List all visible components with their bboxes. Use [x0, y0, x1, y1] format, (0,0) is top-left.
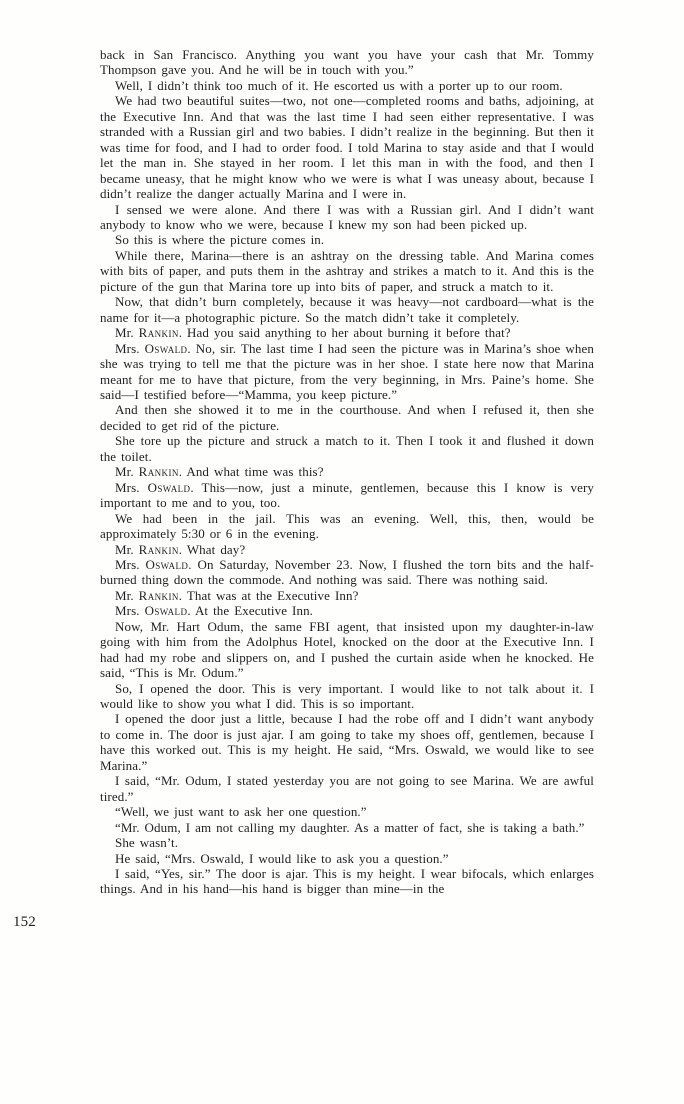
text-run: Mr.: [115, 587, 139, 603]
text-run: Now, that didn’t burn completely, because it was heavy—not cardboard—what is the name for it—a photographic picture. So the match didn’t take it completely.: [100, 294, 594, 325]
text-run: I said, “Yes, sir.” The door is ajar. This is my height. I wear bifocals, which enlarges things. And in his hand—his hand is bigger than mine—in the: [100, 866, 594, 897]
speaker-name: Oswald: [144, 340, 188, 356]
paragraph: [100, 294, 594, 325]
paragraph: [100, 681, 594, 712]
paragraph: [100, 511, 594, 542]
text-run: I sensed we were alone. And there I was with a Russian girl. And I didn’t want anybody to know who we were, because I knew my son had been picked up.: [100, 201, 594, 232]
paragraph: [100, 480, 594, 511]
text-run: Well, I didn’t think too much of it. He escorted us with a porter up to our room.: [115, 77, 563, 93]
paragraph: [100, 820, 594, 835]
paragraph: [100, 232, 594, 247]
text-run: While there, Marina—there is an ashtray on the dressing table. And Marina comes with bits of paper, and puts them in the ashtray and strikes a match to it. And this is the picture of the gun that Marina tore up into bits of paper, and struck a match to it.: [100, 247, 594, 294]
paragraph: [100, 325, 594, 340]
text-run: . At the Executive Inn.: [187, 603, 314, 619]
paragraph: [100, 804, 594, 819]
text-run: Now, Mr. Hart Odum, the same FBI agent, that insisted upon my daughter-in-law going with him from the Adolphus Hotel, knocked on the door at the Executive Inn. I had had my robe and slippers on, and I pushed the curtain aside when he knocked. He said, “This is Mr. Odum.”: [100, 618, 594, 681]
paragraph: [100, 341, 594, 403]
paragraph: [100, 542, 594, 557]
text-run: . And what time was this?: [178, 464, 324, 480]
speaker-name: Rankin: [138, 587, 179, 603]
paragraph: [100, 433, 594, 464]
page-number: 152: [13, 913, 36, 930]
speaker-name: Rankin: [138, 325, 179, 341]
text-run: . On Saturday, November 23. Now, I flushed the torn bits and the half-burned thing down the commode. And nothing was said. There was nothing said.: [100, 556, 594, 588]
paragraph: [100, 78, 594, 93]
paragraph: [100, 619, 594, 681]
paragraph: [100, 202, 594, 233]
text-run: . What day?: [178, 541, 246, 557]
text-run: We had been in the jail. This was an evening. Well, this, then, would be approximately 5:30 or 6 in the evening.: [100, 510, 594, 542]
text-run: I said, “Mr. Odum, I stated yesterday you are not going to see Marina. We are awful tired.”: [100, 773, 594, 804]
text-run: He said, “Mrs. Oswald, I would like to ask you a question.”: [115, 850, 449, 866]
text-run: . This—now, just a minute, gentlemen, because this I know is very important to me and to you, too.: [100, 479, 594, 511]
paragraph: [100, 248, 594, 294]
text-run: Mrs.: [115, 340, 145, 356]
speaker-name: Oswald: [147, 479, 191, 495]
speaker-name: Rankin: [138, 541, 179, 557]
text-run: So, I opened the door. This is very important. I would like to not talk about it. I would like to show you what I did. This is so important.: [100, 680, 594, 712]
text-run: . That was at the Executive Inn?: [178, 587, 359, 603]
text-run: Mr.: [115, 541, 139, 557]
paragraph: [100, 557, 594, 588]
paragraph: [100, 711, 594, 773]
text-run: I opened the door just a little, because I had the robe off and I didn’t want anybody to come in. The door is just ajar. I am going to take my shoes off, gentlemen, because I have this worked out. This is my height. He said, “Mrs. Oswald, we would like to see Marina.”: [100, 711, 594, 773]
paragraph: [100, 773, 594, 804]
text-run: She wasn’t.: [115, 835, 179, 851]
text-run: “Mr. Odum, I am not calling my daughter. As a matter of fact, she is taking a bath.”: [115, 819, 585, 835]
text-run: We had two beautiful suites—two, not one—completed rooms and baths, adjoining, at the Executive Inn. And that was the last time I had seen either representative. I was stranded with a Russian girl and two babies. I didn’t realize in the beginning. But then it was time for food, and I had to order food. I told Marina to stay aside and that I would let the man in. She stayed in her room. I let this man in with the food, and then I became uneasy, that he might know who we were is what I was uneasy about, because I didn’t realize the danger actually Marina and I were in.: [100, 93, 594, 202]
text-run: Mr.: [115, 325, 139, 341]
speaker-name: Rankin: [138, 464, 179, 480]
text-run: Mrs.: [115, 479, 148, 495]
paragraph: [100, 866, 594, 897]
paragraph: [100, 588, 594, 603]
paragraph: [100, 402, 594, 433]
paragraph: [100, 93, 594, 201]
text-run: Mrs.: [115, 556, 146, 572]
paragraph: [100, 464, 594, 479]
paragraph: [100, 835, 594, 850]
text-run: Mrs.: [115, 603, 145, 619]
paragraph: [100, 851, 594, 866]
text-run: “Well, we just want to ask her one question.”: [115, 804, 367, 820]
text-run: So this is where the picture comes in.: [115, 232, 325, 248]
speaker-name: Oswald: [145, 556, 189, 572]
paragraph: [100, 47, 594, 78]
text-run: . No, sir. The last time I had seen the picture was in Marina’s shoe when she was trying to tell me that the picture was in her shoe. I state here now that Marina meant for me to have that picture, from the very beginning, in Mrs. Paine’s home. She said—I testified before—“Mamma, you keep picture.”: [100, 340, 594, 402]
page-text: [100, 47, 594, 897]
text-run: back in San Francisco. Anything you want you have your cash that Mr. Tommy Thompson gave you. And he will be in touch with you.”: [100, 47, 594, 78]
text-run: Mr.: [115, 464, 139, 480]
paragraph: [100, 603, 594, 618]
text-run: She tore up the picture and struck a match to it. Then I took it and flushed it down the toilet.: [100, 433, 594, 464]
text-run: . Had you said anything to her about burning it before that?: [178, 325, 511, 341]
speaker-name: Oswald: [144, 603, 188, 619]
text-run: And then she showed it to me in the courthouse. And when I refused it, then she decided to get rid of the picture.: [100, 402, 594, 433]
